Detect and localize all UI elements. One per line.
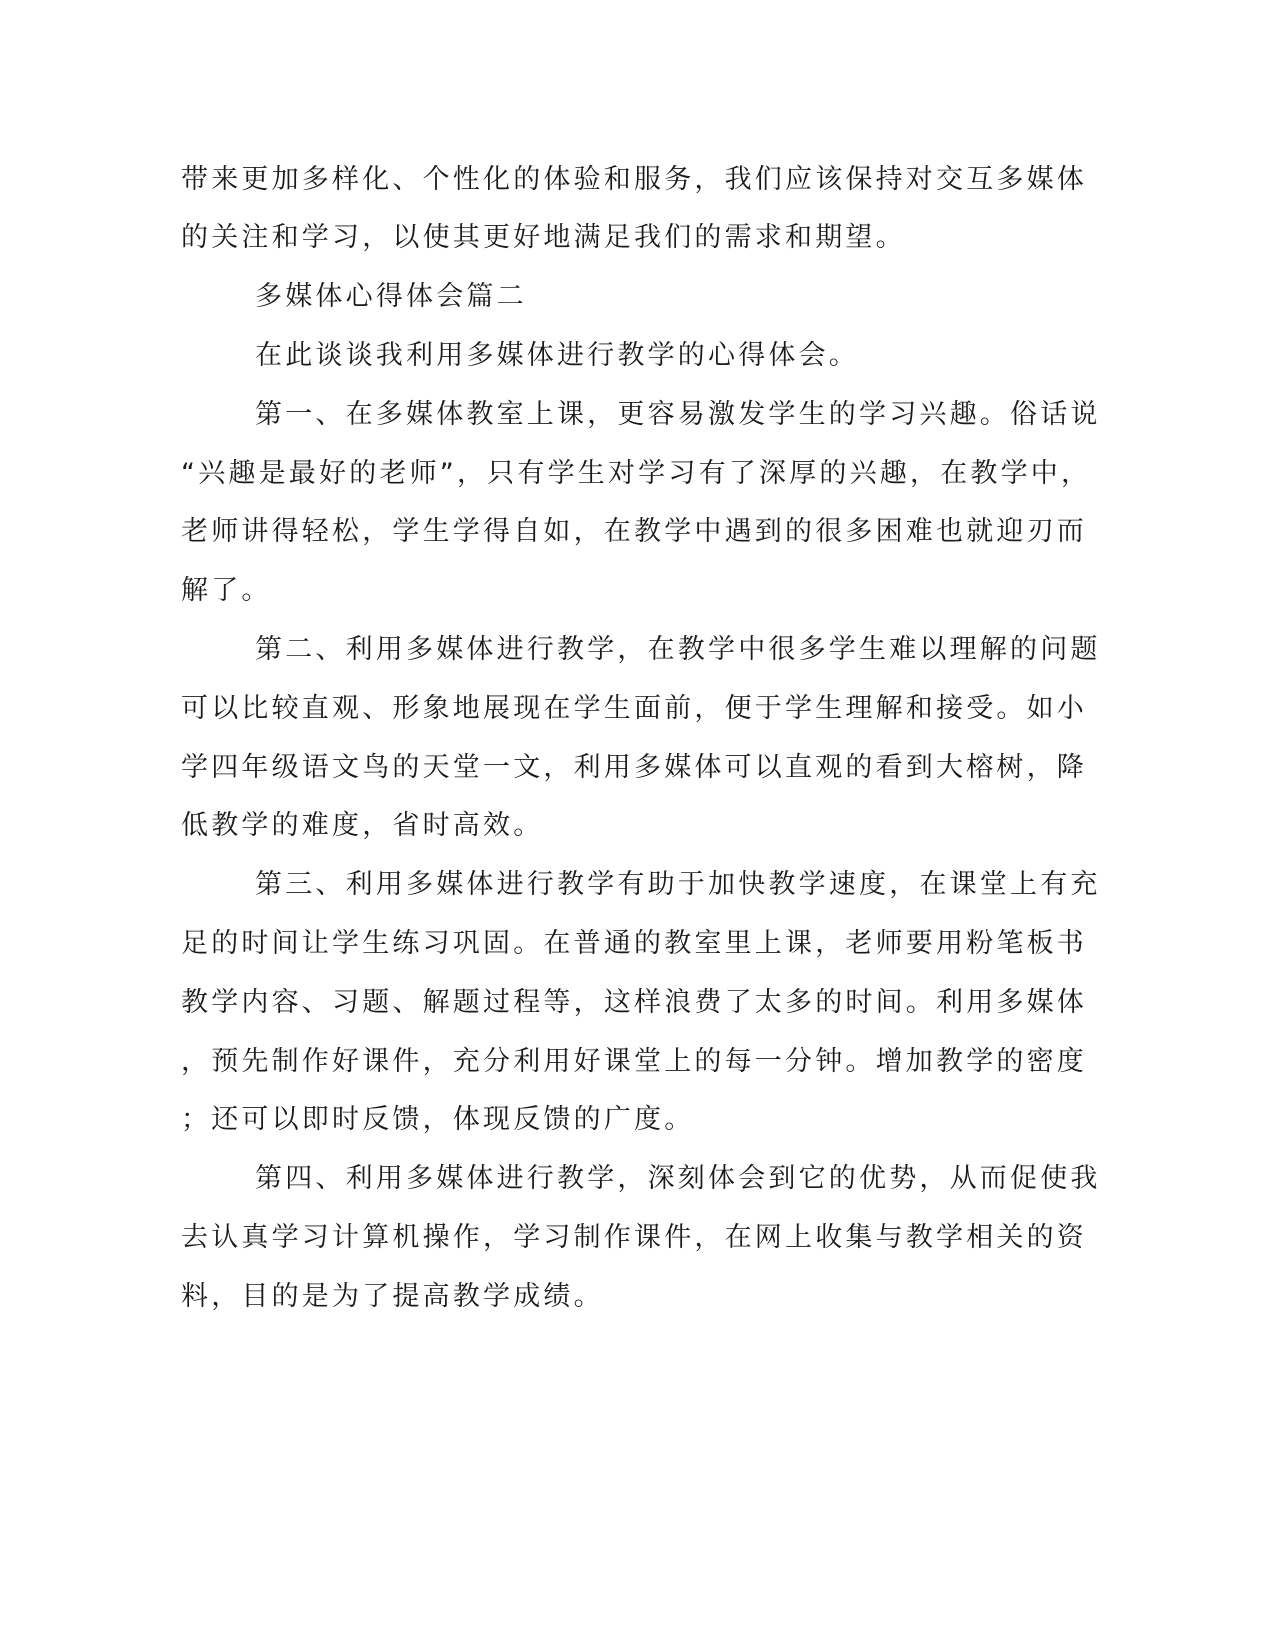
text-line: “兴趣是最好的老师”，只有学生对学习有了深厚的兴趣，在教学中，: [181, 458, 1092, 489]
text-line: 教学内容、习题、解题过程等，这样浪费了太多的时间。利用多媒体: [181, 987, 1087, 1018]
text-line: 第四、利用多媒体进行教学，深刻体会到它的优势，从而促使我: [255, 1163, 1101, 1194]
text-line: 第三、利用多媒体进行教学有助于加快教学速度，在课堂上有充: [255, 869, 1101, 900]
text-line: 料，目的是为了提高教学成绩。: [181, 1281, 604, 1312]
text-line: 在此谈谈我利用多媒体进行教学的心得体会。: [255, 340, 859, 371]
text-line: 的关注和学习，以使其更好地满足我们的需求和期望。: [181, 222, 906, 253]
text-line: 第二、利用多媒体进行教学，在教学中很多学生难以理解的问题: [255, 634, 1101, 665]
text-line: 去认真学习计算机操作，学习制作课件，在网上收集与教学相关的资: [181, 1222, 1087, 1253]
text-line: 带来更加多样化、个性化的体验和服务，我们应该保持对交互多媒体: [181, 164, 1087, 195]
section-heading: 多媒体心得体会篇二: [255, 281, 527, 312]
text-line: 低教学的难度，省时高效。: [181, 810, 544, 841]
text-line: 可以比较直观、形象地展现在学生面前，便于学生理解和接受。如小: [181, 693, 1087, 724]
text-line: ，预先制作好课件，充分利用好课堂上的每一分钟。增加教学的密度: [181, 1046, 1087, 1077]
text-line: 学四年级语文鸟的天堂一文，利用多媒体可以直观的看到大榕树，降: [181, 752, 1087, 783]
text-line: 第一、在多媒体教室上课，更容易激发学生的学习兴趣。俗话说: [255, 399, 1101, 430]
text-line: 解了。: [181, 575, 272, 606]
text-line: 足的时间让学生练习巩固。在普通的教室里上课，老师要用粉笔板书: [181, 928, 1087, 959]
text-line: ；还可以即时反馈，体现反馈的广度。: [181, 1104, 695, 1135]
text-line: 老师讲得轻松，学生学得自如，在教学中遇到的很多困难也就迎刃而: [181, 516, 1087, 547]
